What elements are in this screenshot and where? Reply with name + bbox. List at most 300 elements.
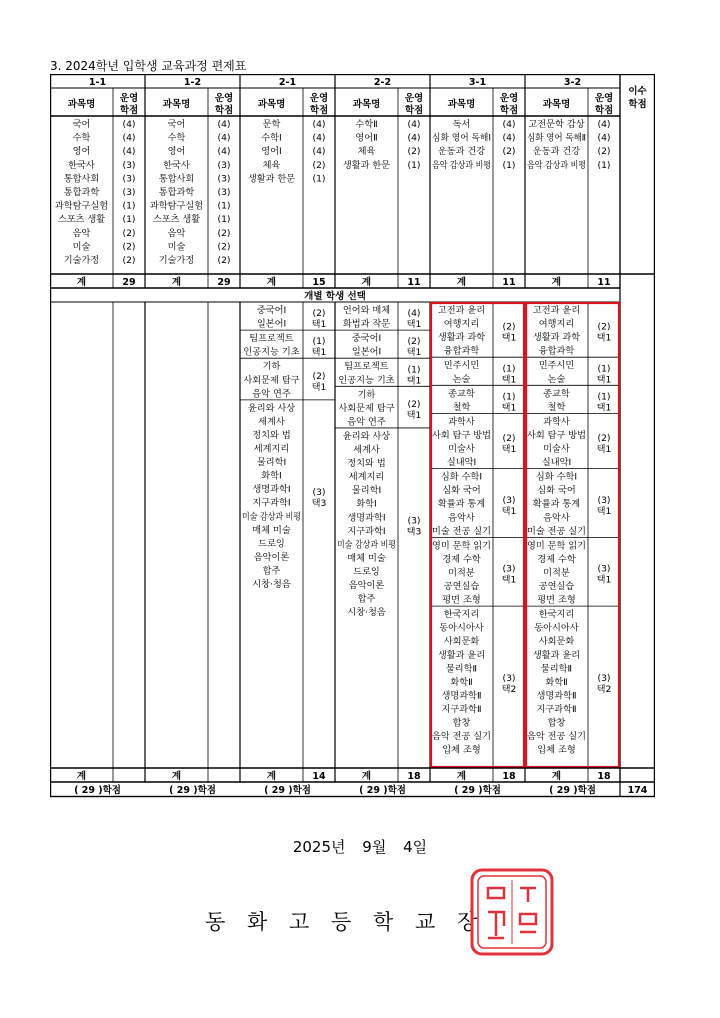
elective-choice: 택1 xyxy=(501,444,517,455)
common-credit: (4) xyxy=(122,146,136,158)
elective-subject: 음악이론 xyxy=(253,551,290,563)
elective-credit: (1) xyxy=(312,336,326,348)
elective-subject: 지구과학Ⅱ xyxy=(441,703,482,715)
common-subject: 생활과 한문 xyxy=(247,173,296,185)
elective-subject: 세계사 xyxy=(353,444,380,456)
elective-credit: (3) xyxy=(502,494,516,506)
common-credit: (4) xyxy=(597,132,611,144)
elective-subject: 실내악Ⅰ xyxy=(541,457,572,469)
elective-subject: 합창 xyxy=(452,717,471,729)
elective-credit: (3) xyxy=(597,673,611,685)
common-credit: (2) xyxy=(122,241,136,253)
elective-subject: 한국지리 xyxy=(538,609,575,621)
subtotal-label: 계 xyxy=(361,277,372,288)
school-name-char: 학 xyxy=(373,910,394,934)
common-credit: (1) xyxy=(217,200,231,212)
elective-subject: 동아시아사 xyxy=(439,622,484,634)
elective-credit: (1) xyxy=(597,391,611,403)
subject-column-header: 과목명 xyxy=(447,99,476,110)
common-credit: (4) xyxy=(217,132,231,144)
common-credit: (3) xyxy=(122,159,136,171)
elective-subject: 인공지능 기초 xyxy=(338,374,395,386)
elective-choice: 택1 xyxy=(406,319,422,331)
elective-credit: (2) xyxy=(312,371,326,383)
elective-subject: 사회문제 탐구 xyxy=(338,402,395,414)
elective-subject: 지구과학Ⅰ xyxy=(252,497,291,509)
subtotal-value: 15 xyxy=(312,277,326,288)
elective-subject: 평면 조형 xyxy=(442,594,481,606)
common-credit: (4) xyxy=(502,119,516,130)
elective-choice: 택1 xyxy=(501,402,517,414)
school-name xyxy=(205,906,499,936)
elective-subject: 생명과학Ⅰ xyxy=(252,484,291,496)
elective-subject: 미술 전공 실기 xyxy=(527,525,587,537)
common-credit: (3) xyxy=(122,173,136,185)
common-subject: 미술 xyxy=(72,241,91,253)
elective-subject: 언어와 매체 xyxy=(342,305,391,316)
semester-header: 2-1 xyxy=(278,77,297,88)
grand-total: 174 xyxy=(627,785,648,796)
subtotal-value: 11 xyxy=(502,277,516,288)
elective-subject: 미술 전공 실기 xyxy=(432,525,492,537)
elective-credit: (3) xyxy=(312,487,326,499)
elective-subject: 물리학Ⅱ xyxy=(540,663,573,675)
semester-header: 3-1 xyxy=(468,77,487,88)
elective-subject: 화학Ⅰ xyxy=(261,470,282,482)
elective-subject: 화학Ⅱ xyxy=(450,676,473,688)
elective-subject: 사회문제 탐구 xyxy=(243,374,300,386)
elective-subject: 영미 문학 읽기 xyxy=(432,540,492,552)
common-subject: 통합과학 xyxy=(63,187,100,198)
elective-choice: 택1 xyxy=(501,374,517,386)
common-credit: (3) xyxy=(122,187,136,198)
common-subject: 음악 xyxy=(72,227,91,239)
subtotal-label: 계 xyxy=(76,771,87,782)
common-credit: (4) xyxy=(217,146,231,158)
elective-subject: 드로잉 xyxy=(258,538,285,550)
elective-subject: 동아시아사 xyxy=(534,622,579,634)
subtotal-value: 11 xyxy=(407,277,421,288)
subtotal-value: 18 xyxy=(407,771,421,782)
common-subject: 기술가정 xyxy=(158,255,195,266)
common-subject: 체육 xyxy=(357,146,376,158)
common-subject: 수학 xyxy=(72,132,91,144)
elective-subject: 고전과 윤리 xyxy=(437,305,486,316)
elective-subject: 생활과 과학 xyxy=(532,332,581,344)
common-subject: 영어 xyxy=(167,146,186,158)
elective-credit: (3) xyxy=(502,563,516,575)
common-subject: 심화 영어 독해Ⅰ xyxy=(432,132,494,144)
school-name-char: 고 xyxy=(289,910,310,934)
credit-column-header: 운영 xyxy=(309,93,329,104)
elective-subject: 음악사 xyxy=(448,512,475,524)
school-name-char: 등 xyxy=(331,910,352,934)
elective-subject: 팀프로젝트 xyxy=(344,361,389,373)
elective-subject: 융합과학 xyxy=(443,345,480,357)
subtotal-value: 14 xyxy=(312,771,326,782)
common-subject: 운동과 건강 xyxy=(437,146,486,158)
elective-credit: (2) xyxy=(597,321,611,333)
common-subject: 심화 영어 독해Ⅱ xyxy=(527,132,591,144)
credit-column-header: 학점 xyxy=(404,105,424,116)
common-credit: (4) xyxy=(597,119,611,130)
elective-choice: 택1 xyxy=(406,347,422,359)
elective-subject: 경제 수학 xyxy=(442,553,481,565)
elective-credit: (3) xyxy=(597,563,611,575)
credit-column-header: 운영 xyxy=(119,93,139,104)
common-subject: 한국사 xyxy=(163,159,190,171)
common-credit: (1) xyxy=(217,214,231,226)
elective-subject: 심화 국어 xyxy=(537,485,576,497)
elective-choice: 택1 xyxy=(596,402,612,414)
subtotal-label: 계 xyxy=(551,277,562,288)
common-subject: 과학탐구실험 xyxy=(54,200,109,212)
elective-subject: 심화 수학Ⅰ xyxy=(535,471,578,483)
elective-credit: (2) xyxy=(407,336,421,348)
elective-subject: 고전과 윤리 xyxy=(532,305,581,316)
elective-subject: 팀프로젝트 xyxy=(249,333,294,345)
school-name-char: 동 xyxy=(205,910,226,934)
common-subject: 기술가정 xyxy=(63,255,100,266)
elective-subject: 일본어Ⅰ xyxy=(256,318,287,330)
date-line xyxy=(0,836,720,857)
elective-credit: (2) xyxy=(502,321,516,333)
elective-subject: 영미 문학 읽기 xyxy=(527,540,587,552)
common-credit: (2) xyxy=(597,146,611,158)
subtotal-value: 29 xyxy=(122,277,136,288)
common-subject: 음악 xyxy=(167,227,186,239)
common-credit: (4) xyxy=(407,119,421,130)
elective-choice: 택1 xyxy=(596,444,612,455)
elective-subject: 논술 xyxy=(547,373,566,385)
semester-total: ( 29 )학점 xyxy=(264,785,311,796)
elective-subject: 여행지리 xyxy=(538,318,575,330)
credit-column-header: 학점 xyxy=(309,105,329,116)
common-credit: (3) xyxy=(217,173,231,185)
subject-column-header: 과목명 xyxy=(257,99,286,110)
elective-subject: 윤리와 사상 xyxy=(247,402,296,414)
elective-credit: (1) xyxy=(502,391,516,403)
elective-subject: 철학 xyxy=(452,401,471,413)
official-seal xyxy=(468,866,556,958)
elective-subject: 중국어Ⅰ xyxy=(351,333,382,345)
common-subject: 스포츠 생활 xyxy=(152,214,201,226)
elective-subject: 기하 xyxy=(262,361,281,373)
elective-choice: 택1 xyxy=(406,410,422,422)
common-subject: 체육 xyxy=(262,159,281,171)
common-credit: (2) xyxy=(217,241,231,253)
elective-choice: 택1 xyxy=(311,319,327,331)
subtotal-label: 계 xyxy=(76,277,87,288)
elective-subject: 융합과학 xyxy=(538,345,575,357)
elective-subject: 세계지리 xyxy=(253,443,290,455)
common-credit: (1) xyxy=(597,159,611,171)
date-year: 2025년 xyxy=(292,838,346,856)
elective-subject: 확률과 통계 xyxy=(437,498,486,510)
elective-credit: (3) xyxy=(407,515,421,527)
common-credit: (1) xyxy=(407,159,421,171)
elective-credit: (2) xyxy=(502,433,516,444)
total-column-header: 학점 xyxy=(628,99,647,110)
semester-header: 1-1 xyxy=(88,77,107,88)
elective-subject: 합창 xyxy=(547,717,566,729)
subject-column-header: 과목명 xyxy=(352,99,381,110)
elective-subject: 미술 감상과 비평 xyxy=(337,539,405,551)
elective-subject: 사회문화 xyxy=(538,636,575,648)
elective-choice: 택2 xyxy=(501,684,517,696)
elective-choice: 택1 xyxy=(596,374,612,386)
elective-choice: 택1 xyxy=(311,382,327,394)
elective-subject: 중국어Ⅰ xyxy=(256,305,287,316)
common-credit: (1) xyxy=(312,173,326,185)
common-credit: (4) xyxy=(407,132,421,144)
common-subject: 한국사 xyxy=(68,159,95,171)
elective-subject: 경제 수학 xyxy=(537,553,576,565)
elective-subject: 시창·청음 xyxy=(252,579,291,590)
elective-subject: 평면 조형 xyxy=(537,594,576,606)
date-day: 4일 xyxy=(403,838,428,856)
elective-credit: (1) xyxy=(502,363,516,375)
elective-subject: 물리학Ⅰ xyxy=(351,485,382,497)
elective-choice: 택1 xyxy=(501,332,517,344)
credit-column-header: 학점 xyxy=(214,105,234,116)
subtotal-label: 계 xyxy=(171,277,182,288)
elective-subject: 여행지리 xyxy=(443,318,480,330)
subtotal-label: 계 xyxy=(361,771,372,782)
elective-subject: 종교학 xyxy=(448,388,475,400)
school-name-char: 화 xyxy=(247,910,268,934)
elective-subject: 기하 xyxy=(357,389,376,401)
common-credit: (3) xyxy=(217,159,231,171)
elective-subject: 물리학Ⅰ xyxy=(256,457,287,469)
elective-credit: (3) xyxy=(597,494,611,506)
common-credit: (1) xyxy=(122,214,136,226)
common-subject: 수학 xyxy=(167,132,186,144)
common-subject: 독서 xyxy=(452,119,471,130)
common-subject: 국어 xyxy=(167,119,186,130)
common-subject: 음악 감상과 비평 xyxy=(527,159,595,171)
elective-subject: 지구과학Ⅱ xyxy=(536,703,577,715)
elective-choice: 택1 xyxy=(406,375,422,387)
credit-column-header: 학점 xyxy=(119,105,139,116)
common-subject: 문학 xyxy=(262,119,281,130)
elective-subject: 입체 조형 xyxy=(537,744,576,756)
elective-credit: (1) xyxy=(407,364,421,376)
elective-subject: 물리학Ⅱ xyxy=(445,663,478,675)
semester-total: ( 29 )학점 xyxy=(359,785,406,796)
elective-subject: 매체 미술 xyxy=(347,552,386,564)
school-name-char: 장 xyxy=(457,910,478,934)
elective-subject: 한국지리 xyxy=(443,609,480,621)
common-credit: (4) xyxy=(312,146,326,158)
semester-total: ( 29 )학점 xyxy=(169,785,216,796)
elective-subject: 음악이론 xyxy=(348,580,385,591)
elective-subject: 화학Ⅰ xyxy=(356,498,377,510)
page-title: 3. 2024학년 입학생 교육과정 편제표 xyxy=(50,59,247,73)
semester-header: 2-2 xyxy=(373,77,392,88)
elective-subject: 매체 미술 xyxy=(252,524,291,536)
common-credit: (2) xyxy=(312,159,326,171)
elective-subject: 미술사 xyxy=(448,443,475,455)
elective-subject: 합주 xyxy=(357,593,376,605)
elective-choice: 택3 xyxy=(311,498,327,510)
elective-subject: 확률과 통계 xyxy=(532,498,581,510)
total-column-header: 이수 xyxy=(628,86,647,97)
elective-subject: 세계사 xyxy=(258,416,285,428)
elective-credit: (1) xyxy=(597,363,611,375)
elective-subject: 정치와 법 xyxy=(252,429,291,441)
elective-subject: 심화 수학Ⅰ xyxy=(440,471,483,483)
common-subject: 운동과 건강 xyxy=(532,146,581,158)
school-name-char: 교 xyxy=(415,910,436,934)
common-subject: 음악 감상과 비평 xyxy=(432,159,500,171)
elective-subject: 실내악Ⅰ xyxy=(446,457,477,469)
credit-column-header: 학점 xyxy=(594,105,614,116)
elective-subject: 생명과학Ⅱ xyxy=(536,690,577,702)
subtotal-label: 계 xyxy=(266,277,277,288)
subtotal-value: 11 xyxy=(597,277,611,288)
elective-subject: 음악 전공 실기 xyxy=(432,731,492,743)
elective-subject: 미적분 xyxy=(543,567,570,579)
elective-subject: 공연실습 xyxy=(443,581,480,592)
subject-column-header: 과목명 xyxy=(162,99,191,110)
elective-subject: 입체 조형 xyxy=(442,744,481,756)
common-credit: (2) xyxy=(407,146,421,158)
elective-choice: 택2 xyxy=(596,684,612,696)
common-credit: (1) xyxy=(502,159,516,171)
elective-subject: 세계지리 xyxy=(348,471,385,483)
elective-subject: 음악 연주 xyxy=(252,388,291,400)
common-subject: 수학Ⅱ xyxy=(355,119,378,130)
semester-total: ( 29 )학점 xyxy=(549,785,596,796)
elective-subject: 생활과 윤리 xyxy=(532,649,581,661)
common-subject: 고전문학 감상 xyxy=(528,119,585,130)
subtotal-label: 계 xyxy=(171,771,182,782)
elective-subject: 생활과 윤리 xyxy=(437,649,486,661)
credit-column-header: 운영 xyxy=(594,93,614,104)
elective-choice: 택1 xyxy=(501,574,517,586)
common-credit: (2) xyxy=(217,227,231,239)
elective-subject: 종교학 xyxy=(543,388,570,400)
elective-subject: 생명과학Ⅰ xyxy=(347,512,386,524)
elective-credit: (2) xyxy=(407,399,421,411)
common-subject: 영어Ⅰ xyxy=(261,146,282,158)
credit-column-header: 운영 xyxy=(404,93,424,104)
elective-subject: 민주시민 xyxy=(443,360,480,372)
elective-subject: 인공지능 기초 xyxy=(243,346,300,358)
elective-subject: 합주 xyxy=(262,565,281,577)
elective-subject: 사회문화 xyxy=(443,636,480,648)
subtotal-label: 계 xyxy=(456,771,467,782)
elective-subject: 생활과 과학 xyxy=(437,332,486,344)
elective-subject: 미적분 xyxy=(448,567,475,579)
credit-column-header: 운영 xyxy=(214,93,234,104)
elective-subject: 사회 탐구 방법 xyxy=(527,429,587,441)
elective-subject: 드로잉 xyxy=(353,566,380,578)
subtotal-label: 계 xyxy=(456,277,467,288)
common-subject: 영어 xyxy=(72,146,91,158)
date-month: 9월 xyxy=(362,838,387,856)
elective-subject: 사회 탐구 방법 xyxy=(432,429,492,441)
elective-subject: 정치와 법 xyxy=(347,458,386,470)
elective-subject: 화학Ⅱ xyxy=(545,676,568,688)
elective-subject: 철학 xyxy=(547,401,566,413)
elective-subject: 과학사 xyxy=(448,416,475,428)
elective-subject: 공연실습 xyxy=(538,581,575,592)
elective-subject: 윤리와 사상 xyxy=(342,430,391,442)
credit-column-header: 운영 xyxy=(499,93,519,104)
common-subject: 스포츠 생활 xyxy=(57,214,106,226)
subtotal-value: 18 xyxy=(597,771,611,782)
elective-choice: 택1 xyxy=(596,332,612,344)
elective-subject: 미술사 xyxy=(543,443,570,455)
elective-subject: 미술 감상과 비평 xyxy=(242,511,310,523)
elective-subject: 음악사 xyxy=(543,512,570,524)
common-subject: 수학Ⅰ xyxy=(261,132,282,144)
elective-choice: 택1 xyxy=(501,505,517,517)
common-credit: (2) xyxy=(122,255,136,266)
elective-subject: 일본어Ⅰ xyxy=(351,346,382,358)
common-credit: (2) xyxy=(502,146,516,158)
common-credit: (4) xyxy=(312,119,326,130)
subject-column-header: 과목명 xyxy=(542,99,571,110)
elective-subject: 화법과 작문 xyxy=(342,318,391,330)
common-subject: 영어Ⅱ xyxy=(355,132,378,144)
curriculum-table xyxy=(50,74,655,798)
common-credit: (2) xyxy=(122,227,136,239)
elective-choice: 택1 xyxy=(596,505,612,517)
common-credit: (4) xyxy=(502,132,516,144)
common-credit: (4) xyxy=(217,119,231,130)
common-credit: (3) xyxy=(217,187,231,198)
subtotal-value: 18 xyxy=(502,771,516,782)
elective-subject: 생명과학Ⅱ xyxy=(441,690,482,702)
common-credit: (1) xyxy=(122,200,136,212)
semester-header: 1-2 xyxy=(183,77,202,88)
common-credit: (4) xyxy=(122,132,136,144)
elective-subject: 과학사 xyxy=(543,416,570,428)
common-subject: 통합사회 xyxy=(63,173,100,185)
elective-subject: 음악 전공 실기 xyxy=(527,731,587,743)
subtotal-label: 계 xyxy=(266,771,277,782)
semester-total: ( 29 )학점 xyxy=(74,785,121,796)
elective-header: 개별 학생 선택 xyxy=(304,291,366,302)
common-subject: 생활과 한문 xyxy=(342,159,391,171)
common-subject: 미술 xyxy=(167,241,186,253)
common-subject: 통합사회 xyxy=(158,173,195,185)
common-credit: (2) xyxy=(217,255,231,266)
elective-subject: 음악 연주 xyxy=(347,416,386,428)
elective-credit: (4) xyxy=(407,308,421,320)
elective-choice: 택1 xyxy=(596,574,612,586)
subtotal-label: 계 xyxy=(551,771,562,782)
subject-column-header: 과목명 xyxy=(67,99,96,110)
common-credit: (4) xyxy=(122,119,136,130)
elective-subject: 논술 xyxy=(452,373,471,385)
common-subject: 통합과학 xyxy=(158,187,195,198)
elective-subject: 심화 국어 xyxy=(442,485,481,497)
common-subject: 국어 xyxy=(72,119,91,130)
elective-subject: 시창·청음 xyxy=(347,607,386,619)
elective-subject: 지구과학Ⅰ xyxy=(347,525,386,537)
elective-credit: (3) xyxy=(502,673,516,685)
common-credit: (4) xyxy=(312,132,326,144)
semester-header: 3-2 xyxy=(563,77,582,88)
elective-credit: (2) xyxy=(312,308,326,320)
elective-choice: 택3 xyxy=(406,526,422,538)
credit-column-header: 학점 xyxy=(499,105,519,116)
common-subject: 과학탐구실험 xyxy=(149,200,204,212)
